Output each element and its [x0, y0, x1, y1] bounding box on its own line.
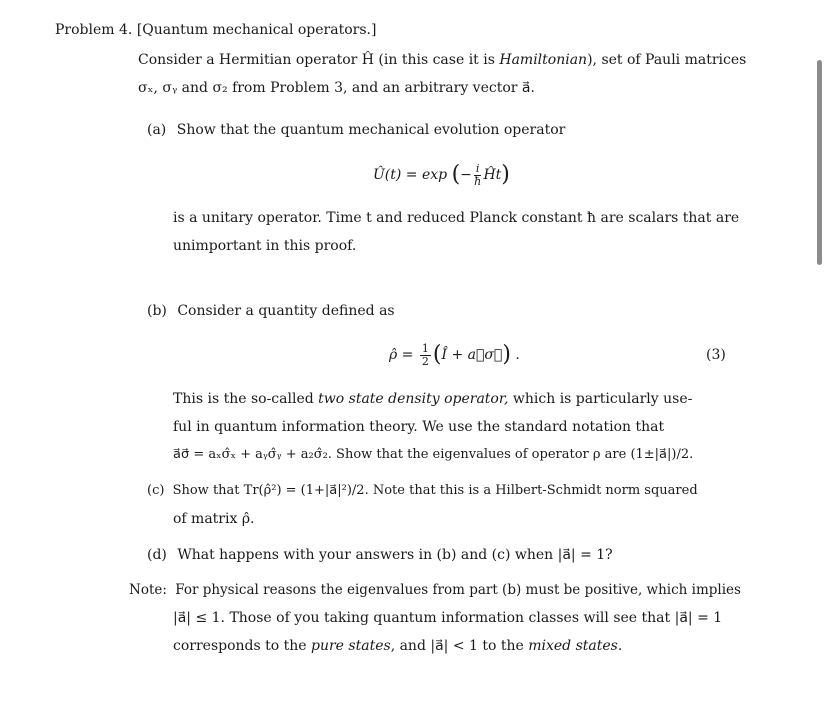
part-b-line-4: a⃗σ⃗ = aₓσ̂ₓ + aᵧσ̂ᵧ + a₂σ̂₂. Show that the eigenvalues of operator ρ are (1±|a⃗|)/2. — [173, 447, 694, 462]
scrollbar-thumb[interactable] — [817, 60, 822, 265]
part-b-line-2: This is the so-called two state density operator, which is particularly use- — [173, 391, 693, 407]
part-a-line-3: unimportant in this proof. — [173, 238, 357, 254]
eq-fraction: $\frac{i}{ħ}$ — [474, 161, 482, 188]
note-line-1: Note: For physical reasons the eigenvalues from part (b) must be positive, which implies — [129, 582, 741, 598]
note-line-2: |a⃗| ≤ 1. Those of you taking quantum information classes will see that |a⃗| = 1 — [173, 610, 723, 626]
note-line-3: corresponds to the pure states, and |a⃗| < 1 to the mixed states. — [173, 638, 623, 654]
part-a-line-1: (a) Show that the quantum mechanical evolution operator — [147, 122, 566, 138]
part-c-line-2: of matrix ρ̂. — [173, 511, 255, 527]
part-d-label: (d) — [147, 547, 167, 563]
part-b-line-1: (b) Consider a quantity defined as — [147, 303, 395, 319]
part-b-line-3: ful in quantum information theory. We use the standard notation that — [173, 419, 665, 435]
part-a-line-2: is a unitary operator. Time t and reduced Planck constant ħ are scalars that are — [173, 210, 740, 226]
problem-header — [55, 20, 376, 40]
part-c-label: (c) — [147, 483, 165, 498]
part-b-label: (b) — [147, 303, 167, 319]
intro-line-1: Consider a Hermitian operator Ĥ (in this case it is Hamiltonian), set of Pauli matrices — [138, 52, 747, 68]
part-a-label: (a) — [147, 122, 167, 138]
part-d-line-1: (d) What happens with your answers in (b) and (c) when |a⃗| = 1? — [147, 547, 613, 563]
part-c-line-1: (c) Show that Tr(ρ̂²) = (1+|a⃗|²)/2. Note that this is a Hilbert-Schmidt norm squared — [147, 483, 698, 498]
note-label: Note: — [129, 582, 167, 598]
problem-heading: Problem 4. — [55, 22, 133, 38]
part-b-equation: ρ̂ = $\frac{1}{2}$ (Î + a⃗σ⃗) . — [389, 341, 520, 368]
intro-line-2: σₓ, σᵧ and σ₂ from Problem 3, and an arbitrary vector a⃗. — [138, 80, 535, 96]
problem-title: [Quantum mechanical operators.] — [136, 22, 377, 38]
part-a-equation: Û(t) = exp (− $\frac{i}{ħ}$ Ĥt) — [373, 161, 510, 188]
hamiltonian-term: Hamiltonian — [499, 52, 588, 68]
equation-number: (3) — [706, 347, 726, 363]
